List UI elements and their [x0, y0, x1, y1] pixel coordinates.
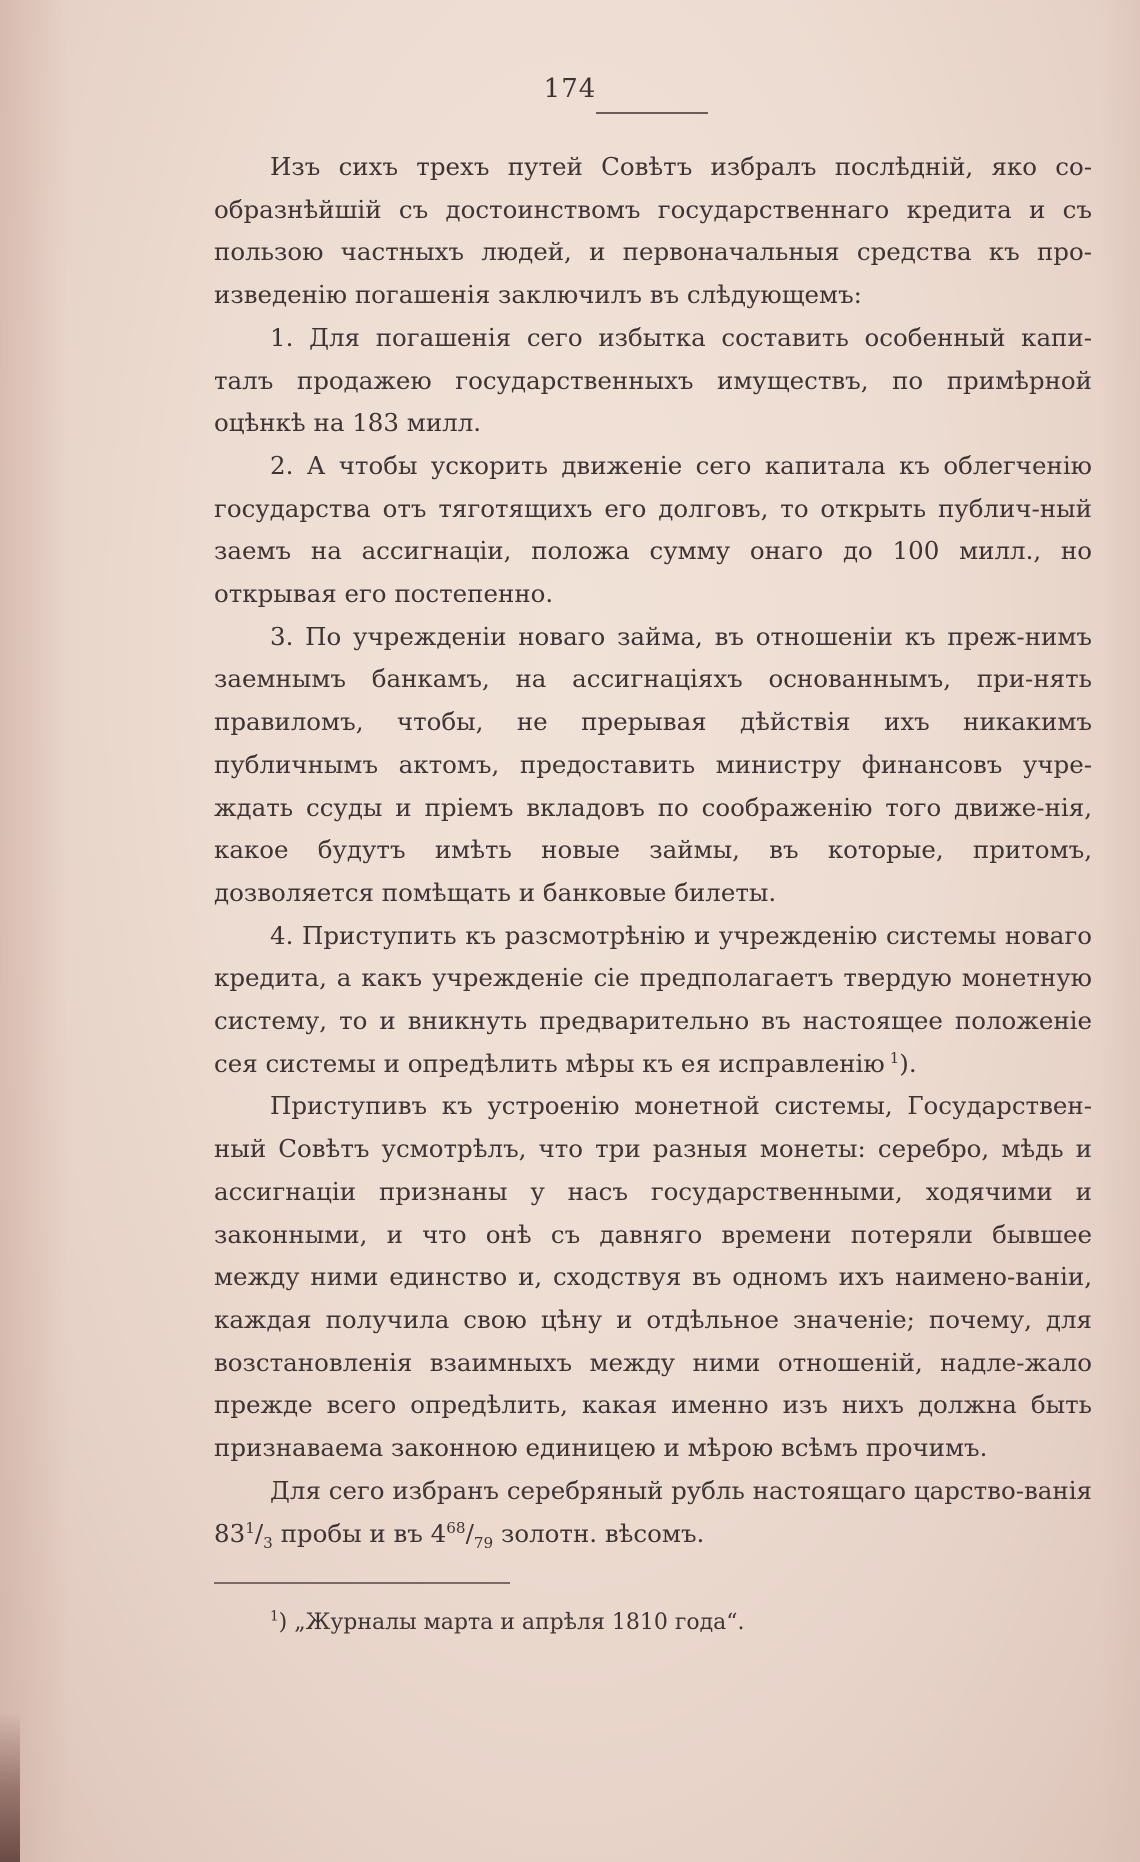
paragraph-1: Изъ сихъ трехъ путей Совѣтъ избралъ послѣдній, яко со-образнѣйшій съ достоинствомъ государственнаго кредита и съ пользою частныхъ людей, и первоначальныя средства къ про-изведенію погашенія заключилъ въ слѣдующемъ: — [214, 152, 1092, 310]
main-text — [214, 146, 1092, 1555]
left-page-shadow — [0, 0, 70, 1862]
paragraph-7-text-c: золотн. вѣсомъ. — [493, 1518, 705, 1548]
paragraph-5-item-4 — [214, 915, 1092, 1086]
paragraph-2: 1. Для погашенія сего избытка составить особенный капи-талъ продажею государственныхъ имуществъ, по примѣрной оцѣнкѣ на 183 милл. — [214, 322, 1092, 438]
footnote-reference: 1 — [889, 1048, 900, 1067]
paragraph-7-text-b: пробы и въ 4 — [272, 1518, 447, 1548]
paragraph-5-end: ). — [899, 1048, 917, 1078]
footnote-divider — [214, 1582, 510, 1584]
footnote-text: „Журналы марта и апрѣля 1810 года“. — [294, 1610, 745, 1635]
paragraph-4: 3. По учрежденіи новаго займа, въ отношеніи къ преж-нимъ заемнымъ банкамъ, на ассигнаціяхъ основаннымъ, при-нять правиломъ, чтобы, не прерывая дѣйствія ихъ никакимъ публичнымъ актомъ, предоставить министру финансовъ учре-ждать ссуды и пріемъ вкладовъ по соображенію того движе-нія, какое будутъ имѣть новые займы, въ которые, притомъ, дозволяется помѣщать и банковые билеты. — [214, 621, 1092, 907]
fraction-2-denominator: 79 — [473, 1533, 494, 1552]
paragraph-7: Для сего избранъ серебряный рубль настоящаго царство-ванія $83^1/_3$ пробы и въ $4^{68}/_{79}$ золотн. вѣсомъ. — [214, 1475, 1092, 1552]
fraction-2-numerator: 68 — [446, 1518, 466, 1537]
fraction-1-numerator: 1 — [245, 1518, 255, 1537]
paragraph-5-text: 4. Приступить къ разсмотрѣнію и учрежденію системы новаго кредита, а какъ учрежденіе сіе предполагаетъ твердую монетную систему, то и вникнуть предварительно въ настоящее положеніе сея системы и опредѣлить мѣры къ ея исправленію — [214, 920, 1092, 1078]
paragraph-7-text-a: Для сего избранъ серебряный рубль настоящаго царство-ванія 83 — [214, 1475, 1092, 1548]
footnote: $^1$) „Журналы марта и апрѣля 1810 года“. — [270, 1608, 745, 1635]
footnote-marker: 1 — [270, 1608, 279, 1625]
scan-corner-shadow — [0, 1712, 20, 1862]
fraction-1-denominator: 3 — [263, 1533, 273, 1552]
right-page-shadow — [1100, 0, 1140, 1862]
paragraph-6: Приступивъ къ устроенію монетной системы, Государствен-ный Совѣтъ усмотрѣлъ, что три разныя монеты: серебро, мѣдь и ассигнаціи признаны у насъ государственными, ходячими и законными, и что онѣ съ давняго времени потеряли бывшее между ними единство и, сходствуя въ одномъ ихъ наимено-ваніи, каждая получила свою цѣну и отдѣльное значеніе; почему, для возстановленія взаимныхъ между ними отношеній, надле-жало прежде всего опредѣлить, какая именно изъ нихъ должна быть признаваема законною единицею и мѣрою всѣмъ прочимъ. — [214, 1091, 1092, 1463]
page-number-rule — [596, 112, 708, 114]
paragraph-3: 2. А чтобы ускорить движеніе сего капитала къ облегченію государства отъ тяготящихъ его долговъ, то открыть публич-ный заемъ на ассигнаціи, положа сумму онаго до 100 милл., но открывая его постепенно. — [214, 450, 1092, 609]
page-number: 174 — [543, 74, 597, 104]
